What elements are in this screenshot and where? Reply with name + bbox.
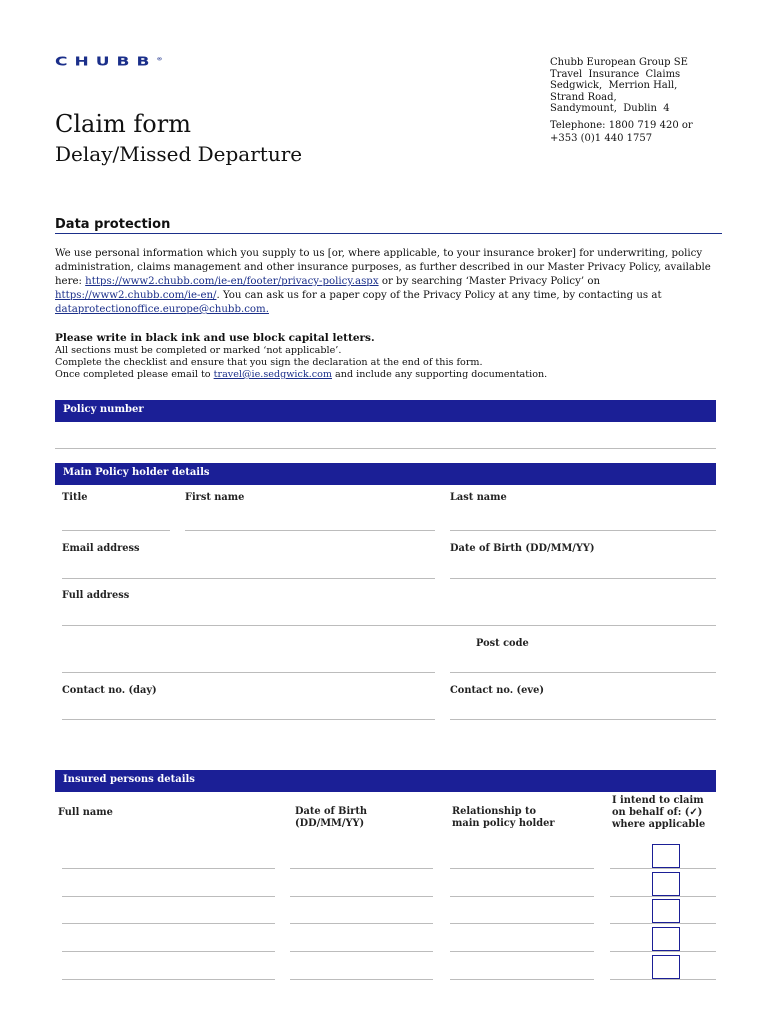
data-protection-heading: Data protection — [55, 217, 171, 232]
first-name-label: First name — [185, 492, 245, 503]
privacy-policy-link[interactable]: https://www2.chubb.com/ie-en/footer/privacy-policy.aspx — [85, 276, 379, 287]
insured-relationship-field[interactable] — [450, 868, 594, 869]
insured-dob-field[interactable] — [290, 868, 433, 869]
insured-dob-field[interactable] — [290, 896, 433, 897]
email-label: Email address — [62, 543, 140, 554]
policy-number-field[interactable] — [55, 448, 716, 449]
address-line: Travel Insurance Claims — [550, 68, 681, 80]
page-title: Claim form — [55, 110, 191, 138]
address-field-line-2[interactable] — [62, 672, 435, 673]
claims-email-link[interactable]: travel@ie.sedgwick.com — [213, 369, 332, 380]
data-protection-text: We use personal information which you supply to us [or, where applicable, to your insurance broker] for underwriting, policy administration, claims management and other insurance purposes, as further described in our Master Privacy Policy, available here: https://www2.chubb.com/ie-en/footer/privacy-policy.aspx or by searching ‘Master Privacy Policy’ on https://www2.chubb.com/ie-en/. You can ask us for a paper copy of the Privacy Policy at any time, by contacting us at dataprotectionoffice.europe@chubb.com. — [55, 248, 711, 315]
row-line — [610, 951, 716, 952]
page-subtitle: Delay/Missed Departure — [55, 142, 303, 166]
title-field[interactable] — [62, 530, 170, 531]
insured-name-field[interactable] — [62, 979, 275, 980]
insured-name-field[interactable] — [62, 868, 275, 869]
instructions: All sections must be completed or marked ‘not applicable’. Complete the checklist and ensure that you sign the declaration at the end of this form. Once completed please email to travel@ie.sedgwick.com and include any supporting documentation. — [55, 345, 548, 380]
email-field[interactable] — [62, 578, 435, 579]
chubb-site-link[interactable]: https://www2.chubb.com/ie-en/ — [55, 290, 217, 301]
claim-checkbox[interactable] — [652, 955, 680, 979]
insured-relationship-field[interactable] — [450, 951, 594, 952]
contact-eve-label: Contact no. (eve) — [450, 685, 544, 696]
row-line — [610, 923, 716, 924]
policy-number-bar: Policy number — [55, 400, 716, 422]
title-label: Title — [62, 492, 88, 503]
holder-details-bar: Main Policy holder details — [55, 463, 716, 485]
first-name-field[interactable] — [185, 530, 435, 531]
insured-dob-field[interactable] — [290, 979, 433, 980]
address-line: Chubb European Group SE — [550, 57, 688, 68]
insured-dob-field[interactable] — [290, 951, 433, 952]
insured-dob-field[interactable] — [290, 923, 433, 924]
insured-relationship-field[interactable] — [450, 979, 594, 980]
insured-relationship-field[interactable] — [450, 923, 594, 924]
contact-eve-field[interactable] — [450, 719, 716, 720]
address-label: Full address — [62, 590, 130, 601]
insured-name-field[interactable] — [62, 896, 275, 897]
claim-on-behalf-header: I intend to claim on behalf of: (✓) where applicable — [612, 795, 706, 830]
row-line — [610, 868, 716, 869]
insured-name-field[interactable] — [62, 951, 275, 952]
insured-relationship-field[interactable] — [450, 896, 594, 897]
claim-checkbox[interactable] — [652, 899, 680, 923]
chubb-logo: CHUBB® — [55, 54, 163, 69]
row-line — [610, 896, 716, 897]
claims-address — [550, 57, 688, 115]
instructions-heading: Please write in black ink and use block capital letters. — [55, 332, 375, 344]
last-name-field[interactable] — [450, 530, 716, 531]
claim-checkbox[interactable] — [652, 844, 680, 868]
relationship-header: Relationship to main policy holder — [452, 806, 555, 829]
last-name-label: Last name — [450, 492, 507, 503]
row-line — [610, 979, 716, 980]
postcode-label: Post code — [476, 638, 529, 649]
insured-persons-bar: Insured persons details — [55, 770, 716, 792]
dob-label: Date of Birth (DD/MM/YY) — [450, 543, 595, 554]
section-rule — [55, 233, 722, 234]
address-line: Sedgwick, Merrion Hall, — [550, 80, 678, 91]
contact-day-field[interactable] — [62, 719, 435, 720]
contact-day-label: Contact no. (day) — [62, 685, 157, 696]
address-line: Strand Road, — [550, 91, 617, 103]
telephone: Telephone: 1800 719 420 or +353 (0)1 440 1757 — [550, 120, 693, 144]
claim-checkbox[interactable] — [652, 872, 680, 896]
data-protection-email-link[interactable]: dataprotectionoffice.europe@chubb.com. — [55, 304, 269, 315]
postcode-field[interactable] — [450, 672, 716, 673]
insured-name-field[interactable] — [62, 923, 275, 924]
address-field-line-1[interactable] — [62, 625, 716, 626]
full-name-header: Full name — [58, 807, 113, 818]
dob-header: Date of Birth (DD/MM/YY) — [295, 806, 367, 829]
dob-field[interactable] — [450, 578, 716, 579]
address-line: Sandymount, Dublin 4 — [550, 103, 670, 114]
claim-checkbox[interactable] — [652, 927, 680, 951]
